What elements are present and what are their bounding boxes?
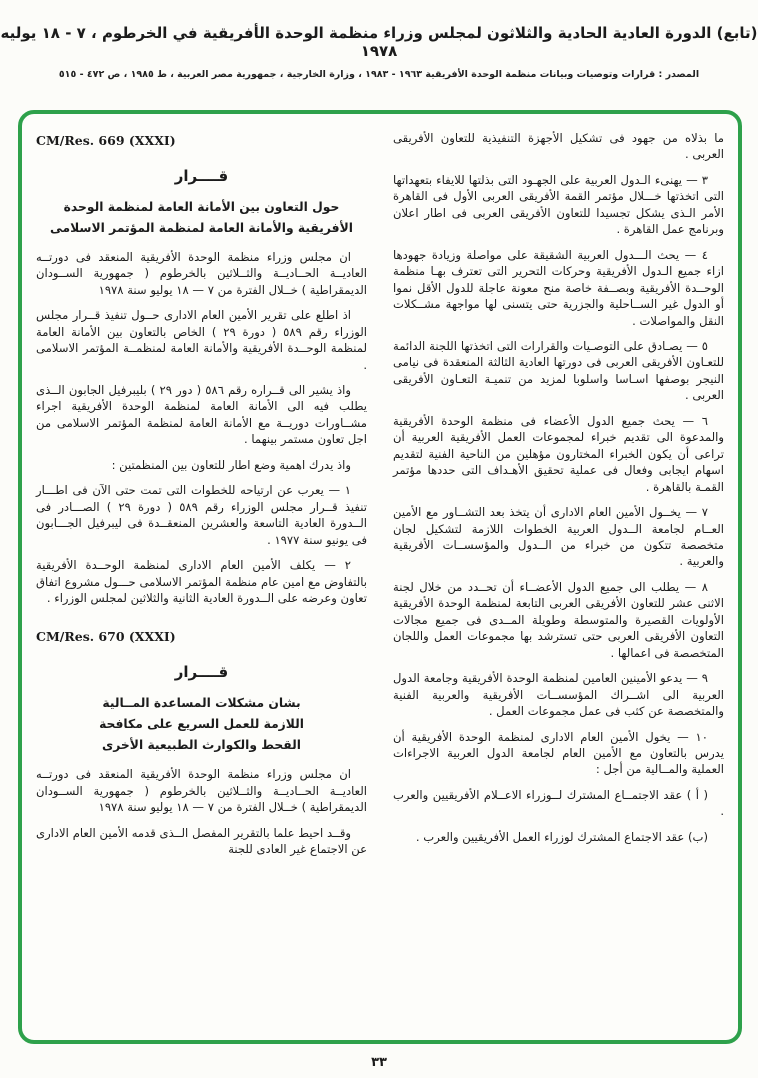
resolution-669-subtitle-line2: الأفريقية والأمانة العامة لمنظمة المؤتمر الاسلامى xyxy=(50,220,353,235)
content-frame xyxy=(18,110,742,1044)
header-source: المصدر : قرارات وتوصيات وبيانات منظمة الوحدة الأفريقية ١٩٦٣ - ١٩٨٣ ، وزارة الخارجية ، جمهورية مصر العربية ، ط ١٩٨٥ ، ص ٤٧٢ - ٥١٥ xyxy=(58,69,700,80)
paragraph: ٩ — يدعو الأمينين العامين لمنظمة الوحدة الأفريقية وجامعة الدول العربية الى اشــراك المؤسســات الأفريقية والعربية الفنية والمتخصصة عن كثب فى عمل مجموعات العمل . xyxy=(393,671,724,719)
paragraph: ١ — يعرب عن ارتياحه للخطوات التى تمت حتى الآن فى اطـــار تنفيذ قــرار مجلس الوزراء رقم ٥٨٩ ( دورة ٢٩ ) الصـــادر فى الــدورة العادية التاسعة والعشرين المنعقــدة فى ليبرفيل الجـــابون فى يونيو سنة ١٩٧٧ . xyxy=(36,483,367,547)
paragraph: واذ يشير الى قــراره رقم ٥٨٦ ( دور ٢٩ ) بليبرفيل الجابون الــذى يطلب فيه الى الأمانة العامة لمنظمة الوحدة الأفريقية اجراء مشــاورات دوريــة مع الأمانة العامة لمنظمة المؤتمر الاسلامى من اجل تعاون مستمر بينهما . xyxy=(36,383,367,447)
left-column xyxy=(36,130,367,1032)
paragraph: ما بذلاه من جهود فى تشكيل الأجهزة التنفيذية للتعاون الأفريقى العربى . xyxy=(393,131,724,162)
paragraph: ( أ ) عقد الاجتمــاع المشترك لــوزراء الاعــلام الأفريقيين والعرب . xyxy=(393,787,724,819)
paragraph: ٤ — يحث الـــدول العربية الشقيقة على مواصلة وزيادة جهودها ازاء جميع الـدول الأفريقية وحركات التحرير التى تعترف بهـا منظمة الوحــدة الأفريقية وبصــفة خاصة منح معونة عاجلة للدول الأقل نموا أو الدول غير الســاحلية والجزرية حتى يتسنى لها مواجهة مشــكلات النقل والمواصلات . xyxy=(393,247,724,328)
resolution-id-670: CM/Res. 670 (XXXI) xyxy=(36,629,176,645)
resolution-670-subtitle-line3: القحط والكوارث الطبيعية الأخرى xyxy=(102,738,301,753)
resolution-669-subtitle xyxy=(36,197,367,239)
columns xyxy=(36,130,724,1032)
resolution-669-subtitle-line1: حول التعاون بين الأمانة العامة لمنظمة الوحدة xyxy=(63,200,340,215)
paragraph: ٥ — يصـادق على التوصـيات والقرارات التى اتخذتها اللجنة الدائمة للتعـاون الأفريقى العربى فى دورتها العادية الثالثة المنعقدة فى نيامى النيجر بوصفها اسـاسا واسلوبا لمزيد من تنميـة التعـاون الأفريقى العربى . xyxy=(393,338,724,403)
page-number: ٣٣ xyxy=(371,1055,387,1070)
paragraph: ٦ — يحث جميع الدول الأعضاء فى منظمة الوحدة الأفريقية والمدعوة الى تقديم خبراء لمجموعات العمل الأفريقية العربية أن تراعى أن يكون الخبراء المختارون مؤهلين من الناحية الفنية لتقديم اسهام ايجابى وفعال فى عملية تحقيق الأهـداف التى حددها مؤتمر القمـة بالقاهرة . xyxy=(393,413,724,494)
paragraph: وقــد احيط علما بالتقرير المفصل الــذى قدمه الأمين العام الادارى عن الاجتماع غير العادى للجنة xyxy=(36,825,367,856)
paragraph: ١٠ — يخول الأمين العام الادارى لمنظمة الوحدة الأفريقية أن يدرس بالتعاون مع الأمين العام لجامعة الدول العربية الاجراءات العملية والمــالية من أجل : xyxy=(393,729,724,777)
paragraph: ان مجلس وزراء منظمة الوحدة الأفريقية المنعقد فى دورتــه العاديــة الحــاديــة والثــلاثين بالخرطوم ( جمهورية الســودان الديمقراطية ) خــلال الفترة من ٧ — ١٨ يوليو سنة ١٩٧٨ xyxy=(36,767,367,815)
paragraph: ٨ — يطلب الى جميع الدول الأعضــاء أن تحــدد من خلال لجنة الاثنى عشر للتعاون الأفريقى العربى التابعة لمنظمة الوحدة الأفريقية الأولويات القصيرة والمتوسطة وطويلة المــدى فى جميع مجالات التعاون الأفريقى العربى حتى تسترشد بها مجموعات العمل واللجان المتخصصة فى اعمالها . xyxy=(393,579,724,660)
resolution-670-subtitle xyxy=(36,693,367,756)
paragraph: ٧ — يخــول الأمين العام الادارى أن يتخذ بعد التشــاور مع الأمين العــام لجامعة الــدول العربية الخطوات اللازمة لتشكيل لجان متخصصة تتكون من خبراء من الــدول والمؤسســات الأفريقية والعربية . xyxy=(393,505,724,569)
paragraph: اذ اطلع على تقرير الأمين العام الادارى حــول تنفيذ قــرار مجلس الوزراء رقم ٥٨٩ ( دورة ٢٩ ) الخاص بالتعاون بين الأمانة العامة لمنظمة الوحــدة الأفريقية والأمانة العامة لمنظمــة المؤتمر الاسلامى . xyxy=(36,308,368,372)
resolution-670-title: قــــرار xyxy=(174,663,229,682)
resolution-id-669: CM/Res. 669 (XXXI) xyxy=(36,133,176,148)
resolution-669-title: قــــرار xyxy=(174,166,229,185)
page-header xyxy=(0,0,758,80)
paragraph: ان مجلس وزراء منظمة الوحدة الأفريقية المنعقد فى دورتــه العاديــة الحــاديــة والثــلاثين بالخرطوم ( جمهورية الســودان الديمقراطية ) خــلال الفترة من ٧ — ١٨ يوليو سنة ١٩٧٨ xyxy=(36,249,367,297)
right-column xyxy=(393,130,724,1032)
resolution-670-subtitle-line1: بشان مشكلات المساعدة المــالية xyxy=(102,696,301,711)
resolution-670-subtitle-line2: اللازمة للعمل السريع على مكافحة xyxy=(99,717,304,732)
paragraph: (ب) عقد الاجتماع المشترك لوزراء العمل الأفريقيين والعرب . xyxy=(415,829,708,844)
header-title: (تابع) الدورة العادية الحادية والثلاثون لمجلس وزراء منظمة الوحدة الأفريقية في الخرطوم ، ٧ - ١٨ يوليه ١٩٧٨ xyxy=(0,24,758,60)
paragraph: واذ يدرك اهمية وضع اطار للتعاون بين المنظمتين : xyxy=(111,457,351,472)
paragraph: ٢ — يكلف الأمين العام الادارى لمنظمة الوحــدة الأفريقية بالتفاوض مع امين عام منظمة المؤتمر الاسلامى حـــول مشروع اتفاق تعاون وعرضه على الــدورة العادية الثانية والثلاثين لمجلس الوزراء . xyxy=(36,558,367,605)
paragraph: ٣ — يهنىء الـدول العربية على الجهـود التى بذلتها للايفاء بتعهداتها التى اتخذتها خـــلال مؤتمر القمة الأفريقى العربى الأول فى القاهرة الأمر الـذى يشكل تجسيدا للتعاون الأفريقى العربى فى اطار اعلان وبرنامج عمل القاهرة . xyxy=(393,172,724,237)
